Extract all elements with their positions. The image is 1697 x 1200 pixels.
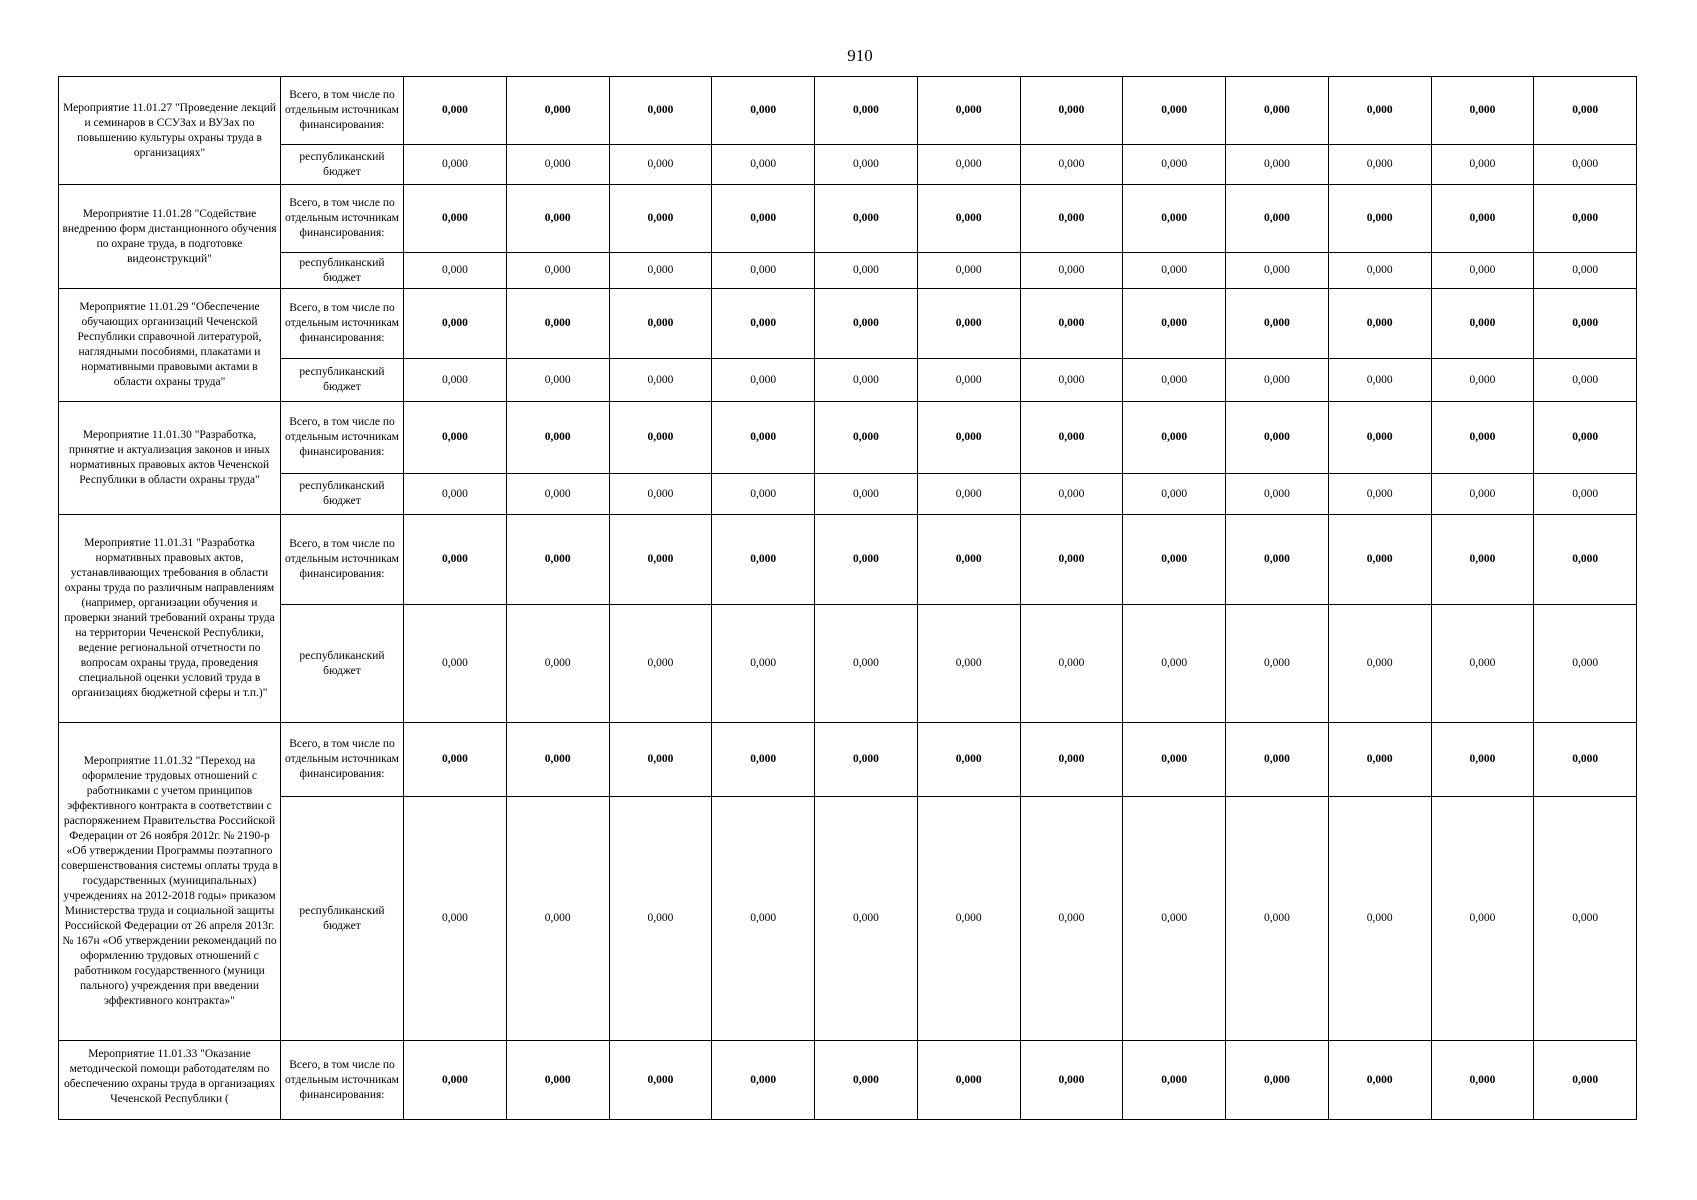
value-cell: 0,000 <box>1431 515 1534 605</box>
source-total-label: Всего, в том числе по отдельным источникам финансирования: <box>281 289 404 359</box>
value-cell: 0,000 <box>712 515 815 605</box>
value-cell: 0,000 <box>1534 515 1637 605</box>
value-cell: 0,000 <box>815 253 918 289</box>
value-cell: 0,000 <box>917 145 1020 185</box>
value-cell: 0,000 <box>404 605 507 723</box>
value-cell: 0,000 <box>1431 185 1534 253</box>
value-cell: 0,000 <box>506 402 609 474</box>
value-cell: 0,000 <box>1328 77 1431 145</box>
table-row <box>59 1041 1637 1120</box>
value-cell: 0,000 <box>815 605 918 723</box>
value-cell: 0,000 <box>1328 474 1431 515</box>
value-cell: 0,000 <box>917 253 1020 289</box>
value-cell: 0,000 <box>1431 474 1534 515</box>
source-budget-label: республиканский бюджет <box>281 145 404 185</box>
value-cell: 0,000 <box>815 474 918 515</box>
value-cell: 0,000 <box>1123 253 1226 289</box>
value-cell: 0,000 <box>1123 515 1226 605</box>
value-cell: 0,000 <box>506 289 609 359</box>
value-cell: 0,000 <box>1431 145 1534 185</box>
value-cell: 0,000 <box>1020 1041 1123 1120</box>
value-cell: 0,000 <box>712 77 815 145</box>
value-cell: 0,000 <box>506 77 609 145</box>
source-budget-label: республиканский бюджет <box>281 253 404 289</box>
table-row <box>59 289 1637 359</box>
value-cell: 0,000 <box>1534 185 1637 253</box>
value-cell: 0,000 <box>1020 145 1123 185</box>
activity-title: Мероприятие 11.01.31 "Разработка нормативных правовых актов, устанавливающих требования в области охраны труда по различным направлениям (например, организации обучения и проверки знаний требований охраны труда на территории Чеченской Республики, ведение региональной отчетности по вопросам охраны труда, проведения специальной оценки условий труда в организациях бюджетной сферы и т.п.)" <box>59 515 281 723</box>
value-cell: 0,000 <box>712 289 815 359</box>
value-cell: 0,000 <box>404 359 507 402</box>
value-cell: 0,000 <box>1020 289 1123 359</box>
value-cell: 0,000 <box>712 185 815 253</box>
value-cell: 0,000 <box>1123 359 1226 402</box>
value-cell: 0,000 <box>1123 1041 1226 1120</box>
value-cell: 0,000 <box>609 402 712 474</box>
value-cell: 0,000 <box>917 723 1020 797</box>
source-budget-label: республиканский бюджет <box>281 797 404 1041</box>
value-cell: 0,000 <box>1226 359 1329 402</box>
value-cell: 0,000 <box>712 1041 815 1120</box>
value-cell: 0,000 <box>1020 515 1123 605</box>
value-cell: 0,000 <box>1328 145 1431 185</box>
value-cell: 0,000 <box>404 145 507 185</box>
value-cell: 0,000 <box>1534 359 1637 402</box>
value-cell: 0,000 <box>1226 253 1329 289</box>
source-total-label: Всего, в том числе по отдельным источникам финансирования: <box>281 402 404 474</box>
budget-table <box>58 76 1637 1120</box>
value-cell: 0,000 <box>1431 723 1534 797</box>
value-cell: 0,000 <box>1226 185 1329 253</box>
value-cell: 0,000 <box>1123 289 1226 359</box>
value-cell: 0,000 <box>404 723 507 797</box>
value-cell: 0,000 <box>1020 77 1123 145</box>
value-cell: 0,000 <box>815 145 918 185</box>
value-cell: 0,000 <box>917 515 1020 605</box>
value-cell: 0,000 <box>1020 185 1123 253</box>
value-cell: 0,000 <box>609 289 712 359</box>
value-cell: 0,000 <box>917 289 1020 359</box>
value-cell: 0,000 <box>1226 605 1329 723</box>
value-cell: 0,000 <box>917 1041 1020 1120</box>
value-cell: 0,000 <box>1020 797 1123 1041</box>
activity-title: Мероприятие 11.01.29 "Обеспечение обучающих организаций Чеченской Республики справочной литературой, наглядными пособиями, плакатами и нормативными правовыми актами в области охраны труда" <box>59 289 281 402</box>
value-cell: 0,000 <box>1020 359 1123 402</box>
value-cell: 0,000 <box>712 605 815 723</box>
value-cell: 0,000 <box>1123 723 1226 797</box>
value-cell: 0,000 <box>1123 605 1226 723</box>
value-cell: 0,000 <box>404 185 507 253</box>
value-cell: 0,000 <box>1534 1041 1637 1120</box>
value-cell: 0,000 <box>1431 77 1534 145</box>
value-cell: 0,000 <box>1123 185 1226 253</box>
value-cell: 0,000 <box>404 402 507 474</box>
value-cell: 0,000 <box>815 797 918 1041</box>
value-cell: 0,000 <box>1020 474 1123 515</box>
value-cell: 0,000 <box>506 253 609 289</box>
value-cell: 0,000 <box>609 253 712 289</box>
table-row <box>59 605 1637 723</box>
value-cell: 0,000 <box>1431 1041 1534 1120</box>
value-cell: 0,000 <box>1328 797 1431 1041</box>
value-cell: 0,000 <box>1534 289 1637 359</box>
value-cell: 0,000 <box>815 402 918 474</box>
value-cell: 0,000 <box>1226 797 1329 1041</box>
value-cell: 0,000 <box>917 402 1020 474</box>
value-cell: 0,000 <box>609 77 712 145</box>
value-cell: 0,000 <box>815 359 918 402</box>
value-cell: 0,000 <box>1534 605 1637 723</box>
source-total-label: Всего, в том числе по отдельным источникам финансирования: <box>281 185 404 253</box>
value-cell: 0,000 <box>404 797 507 1041</box>
value-cell: 0,000 <box>1534 723 1637 797</box>
value-cell: 0,000 <box>1226 289 1329 359</box>
value-cell: 0,000 <box>609 185 712 253</box>
value-cell: 0,000 <box>1534 797 1637 1041</box>
value-cell: 0,000 <box>1431 289 1534 359</box>
value-cell: 0,000 <box>404 289 507 359</box>
value-cell: 0,000 <box>712 474 815 515</box>
value-cell: 0,000 <box>404 1041 507 1120</box>
value-cell: 0,000 <box>815 185 918 253</box>
value-cell: 0,000 <box>917 359 1020 402</box>
value-cell: 0,000 <box>1328 289 1431 359</box>
table-row <box>59 797 1637 1041</box>
source-total-label: Всего, в том числе по отдельным источникам финансирования: <box>281 77 404 145</box>
value-cell: 0,000 <box>404 77 507 145</box>
value-cell: 0,000 <box>1226 145 1329 185</box>
value-cell: 0,000 <box>1123 797 1226 1041</box>
value-cell: 0,000 <box>712 797 815 1041</box>
value-cell: 0,000 <box>404 474 507 515</box>
value-cell: 0,000 <box>815 515 918 605</box>
value-cell: 0,000 <box>815 289 918 359</box>
activity-title: Мероприятие 11.01.27 "Проведение лекций и семинаров в ССУЗах и ВУЗах по повышению культуры охраны труда в организациях" <box>59 77 281 185</box>
value-cell: 0,000 <box>917 797 1020 1041</box>
value-cell: 0,000 <box>506 515 609 605</box>
value-cell: 0,000 <box>1431 359 1534 402</box>
value-cell: 0,000 <box>1431 402 1534 474</box>
value-cell: 0,000 <box>1328 605 1431 723</box>
value-cell: 0,000 <box>609 605 712 723</box>
value-cell: 0,000 <box>1328 1041 1431 1120</box>
value-cell: 0,000 <box>1534 402 1637 474</box>
activity-title: Мероприятие 11.01.30 "Разработка, принятие и актуализация законов и иных нормативных правовых актов Чеченской Республики в области охраны труда" <box>59 402 281 515</box>
value-cell: 0,000 <box>506 723 609 797</box>
value-cell: 0,000 <box>609 723 712 797</box>
value-cell: 0,000 <box>609 474 712 515</box>
value-cell: 0,000 <box>1226 515 1329 605</box>
value-cell: 0,000 <box>1534 145 1637 185</box>
value-cell: 0,000 <box>1226 77 1329 145</box>
value-cell: 0,000 <box>712 253 815 289</box>
value-cell: 0,000 <box>1123 402 1226 474</box>
value-cell: 0,000 <box>1020 253 1123 289</box>
table-row <box>59 77 1637 145</box>
table-row <box>59 723 1637 797</box>
value-cell: 0,000 <box>1226 402 1329 474</box>
table-row <box>59 145 1637 185</box>
value-cell: 0,000 <box>1328 515 1431 605</box>
value-cell: 0,000 <box>1020 723 1123 797</box>
value-cell: 0,000 <box>1123 77 1226 145</box>
value-cell: 0,000 <box>1534 77 1637 145</box>
value-cell: 0,000 <box>609 359 712 402</box>
value-cell: 0,000 <box>1328 402 1431 474</box>
value-cell: 0,000 <box>609 797 712 1041</box>
source-total-label: Всего, в том числе по отдельным источникам финансирования: <box>281 1041 404 1120</box>
value-cell: 0,000 <box>815 1041 918 1120</box>
value-cell: 0,000 <box>815 77 918 145</box>
table-row <box>59 185 1637 253</box>
table-row <box>59 253 1637 289</box>
value-cell: 0,000 <box>712 145 815 185</box>
value-cell: 0,000 <box>506 474 609 515</box>
value-cell: 0,000 <box>609 145 712 185</box>
source-budget-label: республиканский бюджет <box>281 605 404 723</box>
value-cell: 0,000 <box>506 185 609 253</box>
activity-title <box>59 1041 281 1120</box>
table-body <box>59 77 1637 1120</box>
activity-title: Мероприятие 11.01.32 "Переход на оформление трудовых отношений с работниками с учетом принципов эффективного контракта в соответствии с распоряжением Правительства Российской Федерации от 26 ноября 2012г. № 2190-р «Об утверждении Программы поэтапного совершенствования системы оплаты труда в государственных (муниципальных) учреждениях на 2012-2018 годы» приказом Министерства труда и социальной защиты Российской Федерации от 26 апреля 2013г. № 167н «Об утверждении рекомендаций по оформлению трудовых отношений с работником государственного (муници пального) учреждения при введении эффективного контракта»" <box>59 723 281 1041</box>
value-cell: 0,000 <box>917 474 1020 515</box>
source-total-label: Всего, в том числе по отдельным источникам финансирования: <box>281 515 404 605</box>
value-cell: 0,000 <box>506 605 609 723</box>
value-cell: 0,000 <box>1020 605 1123 723</box>
value-cell: 0,000 <box>1431 797 1534 1041</box>
value-cell: 0,000 <box>506 359 609 402</box>
value-cell: 0,000 <box>917 185 1020 253</box>
table-row <box>59 474 1637 515</box>
value-cell: 0,000 <box>609 1041 712 1120</box>
value-cell: 0,000 <box>917 77 1020 145</box>
value-cell: 0,000 <box>1123 474 1226 515</box>
value-cell: 0,000 <box>506 797 609 1041</box>
value-cell: 0,000 <box>1534 253 1637 289</box>
source-budget-label: республиканский бюджет <box>281 359 404 402</box>
value-cell: 0,000 <box>712 359 815 402</box>
value-cell: 0,000 <box>506 145 609 185</box>
value-cell: 0,000 <box>1431 605 1534 723</box>
value-cell: 0,000 <box>1226 723 1329 797</box>
value-cell: 0,000 <box>1431 253 1534 289</box>
value-cell: 0,000 <box>815 723 918 797</box>
table-row <box>59 359 1637 402</box>
value-cell: 0,000 <box>712 402 815 474</box>
value-cell: 0,000 <box>609 515 712 605</box>
value-cell: 0,000 <box>1328 185 1431 253</box>
value-cell: 0,000 <box>404 253 507 289</box>
page-number: 910 <box>847 46 873 65</box>
source-total-label: Всего, в том числе по отдельным источникам финансирования: <box>281 723 404 797</box>
source-budget-label: республиканский бюджет <box>281 474 404 515</box>
value-cell: 0,000 <box>712 723 815 797</box>
value-cell: 0,000 <box>1328 359 1431 402</box>
value-cell: 0,000 <box>917 605 1020 723</box>
value-cell: 0,000 <box>404 515 507 605</box>
activity-title-text: Мероприятие 11.01.33 "Оказание методической помощи работодателям по обеспечению охраны труда в организациях Чеченской Республики ( <box>64 1048 275 1105</box>
activity-title: Мероприятие 11.01.28 "Содействие внедрению форм дистанционного обучения по охране труда, в подготовке видеонструкций" <box>59 185 281 289</box>
table-row <box>59 515 1637 605</box>
value-cell: 0,000 <box>1328 253 1431 289</box>
value-cell: 0,000 <box>1226 474 1329 515</box>
value-cell: 0,000 <box>506 1041 609 1120</box>
value-cell: 0,000 <box>1123 145 1226 185</box>
table-row <box>59 402 1637 474</box>
value-cell: 0,000 <box>1328 723 1431 797</box>
value-cell: 0,000 <box>1534 474 1637 515</box>
value-cell: 0,000 <box>1226 1041 1329 1120</box>
value-cell: 0,000 <box>1020 402 1123 474</box>
